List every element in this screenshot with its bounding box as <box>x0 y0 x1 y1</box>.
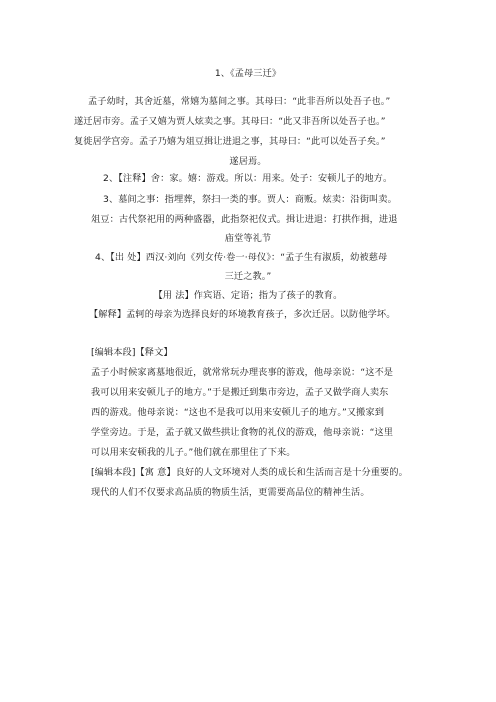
annotation-line-2: 3、墓间之事：指埋葬，祭扫一类的事。贾人：商贩。炫卖：沿街叫卖。 <box>103 194 397 205</box>
story-line-4: 遂居焉。 <box>229 156 267 167</box>
translation-line-1: 孟子小时候家离墓地很近，就常常玩办理丧事的游戏，他母亲说：“这不是 <box>91 367 394 378</box>
translation-line-3: 西的游戏。他母亲说：“这也不是我可以用来安顿儿子的地方。”又搬家到 <box>91 407 385 418</box>
annotation-line-1: 2、【注释】舍：家。嬉：游戏。所以：用来。处子：安顿儿子的地方。 <box>103 173 393 184</box>
story-line-3: 复徙居学宫旁。孟子乃嬉为俎豆揖让进退之事，其母曰：“此可以处吾子矣。” <box>74 136 386 147</box>
moral-line-1: [编辑本段]【寓 意】良好的人文环境对人类的成长和生活而言是十分重要的。 <box>91 467 408 478</box>
translation-line-4: 学堂旁边。于是，孟子就又做些拱让食物的礼仪的游戏，他母亲说：“这里 <box>91 427 394 438</box>
story-line-1: 孟子幼时，其舍近墓，常嬉为墓间之事。其母曰：“此非吾所以处吾子也。” <box>88 96 391 107</box>
story-line-2: 遂迁居市旁。孟子又嬉为贾人炫卖之事。其母曰：“此又非吾所以处吾子也。” <box>74 116 386 127</box>
source-line-1: 4、【出 处】西汉·刘向《列女传·卷一·母仪》：“孟子生有淑质，幼被慈母 <box>95 252 388 263</box>
moral-line-2: 现代的人们不仅要求高品质的物质生活，更需要高品位的精神生活。 <box>91 487 370 498</box>
translation-line-2: 我可以用来安顿儿子的地方。”于是搬迁到集市旁边，孟子又做学商人卖东 <box>91 387 389 398</box>
explanation-line: 【解释】孟轲的母亲为选择良好的环境教育孩子，多次迁居。以防他学坏。 <box>89 309 396 320</box>
translation-line-5: 可以用来安顿我的儿子。”他们就在那里住了下来。 <box>91 447 296 458</box>
usage-line: 【用 法】作宾语、定语；指为了孩子的教育。 <box>153 290 343 301</box>
source-line-2: 三迁之教。” <box>224 271 272 282</box>
annotation-line-3: 俎豆：古代祭祀用的两种盛器，此指祭祀仪式。揖让进退：打拱作揖，进退 <box>91 214 398 225</box>
translation-header: [编辑本段]【释文】 <box>91 347 173 358</box>
document-title: 1、《孟母三迁》 <box>214 68 282 79</box>
annotation-line-4: 庙堂等礼节 <box>224 233 272 244</box>
